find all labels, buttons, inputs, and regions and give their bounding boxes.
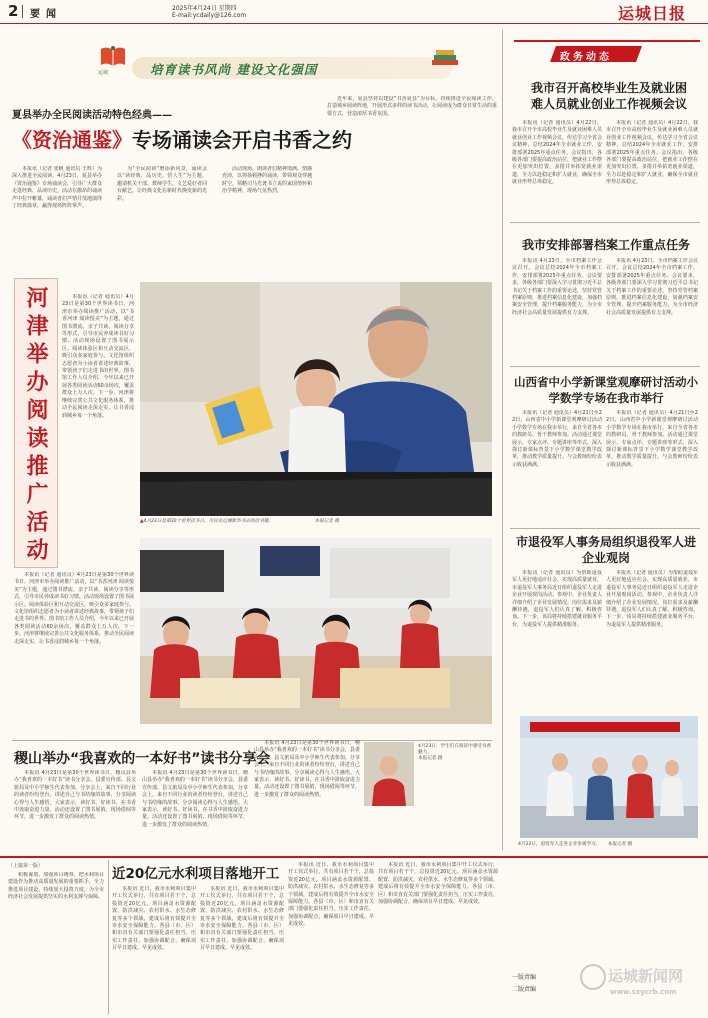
story1-col1: 本报讯（记者 张帆 通讯员 王辉）为深入推进全民阅读，4月23日，夏县举办《资治通鉴》专场诵读会，引导广大群众走进经典、品读历史。活动在激昂的诵读声中拉开帷幕，诵读者们声情并茂地演绎了经典篇章，赢得现场阵阵掌声。	[12, 166, 102, 210]
story2-body-right: 本报讯（记者 通讯员）4月23日是第30个世界读书日，河津市举办阅读推广活动，以“书香河津 阅读悦美”为主题，通过图书漂流、亲子共读、阅读分享等形式，引导市民养成读书好习惯。活动现场设置了图书展示区、阅读体验区和互动交流区，吸引众多家庭参与。文化馆组织志愿者为小读者讲述经典故事，带领孩子们走进书的世界。图书馆工作人员介绍，今年以来已开展各类阅读活动60余场次，覆盖群众上万人次。下一步，河津将继续完善公共文化服务体系，推动全民阅读走深走实，让书香浸润城乡每一个角落。	[62, 294, 134, 419]
bottom-left-head: （上接第一版）	[8, 863, 44, 869]
caption-marker-icon: ▲	[140, 519, 144, 524]
news1-col1: 本报讯（记者 通讯员）4月22日，我市召开全市高校毕业生及就业困难人员就业创业工作视频会议，传达学习全省会议精神，总结2024年全市就业工作，安排部署2025年重点任务。会议指出，各级各部门要提高政治站位，把就业工作摆在更加突出位置，多措并举拓宽就业渠道，全力以赴稳定和扩大就业，确保全市就业形势总体稳定。	[512, 120, 602, 186]
news3-col2: 本报讯（记者 通讯员）4月21日至22日，山西省中小学新课堂观摩研讨活动小学数学专场在我市举行，来自全省各市的教研员、骨干教师参加。活动通过课堂展示、专家点评、专题讲座等形式，深入探讨新课标背景下小学数学课堂教学改革，推动教学质量提升。与会教师纷纷表示收获满满。	[606, 410, 698, 468]
story3-photo	[140, 538, 492, 724]
news2-col2: 本报讯 4月23日，全市档案工作会议召开。会议总结2024年全市档案工作，安排部署2025年重点任务。会议要求，各级各部门要深入学习贯彻习近平总书记关于档案工作的重要论述，坚持党管档案原则，推进档案信息化建设，加强档案安全管理，提升档案服务能力，为全市经济社会高质量发展提供有力支撑。	[606, 258, 698, 316]
bottom-col3: 本报讯 近日，我市水利项目集中开工仪式举行，共有项目若干个，总投资近20亿元。项目涵盖水资源配置、防洪减灾、农村供水、水生态修复等多个领域，建成后将有效提升全市水安全保障能力。各县（市、区）和市直有关部门要强化责任担当，压实工作责任，加强协调配合，确保项目早日建成、早见成效。	[288, 862, 374, 928]
section-header	[514, 40, 700, 66]
news3-col1: 本报讯（记者 通讯员）4月21日至22日，山西省中小学新课堂观摩研讨活动小学数学专场在我市举行，来自全省各市的教研员、骨干教师参加。活动通过课堂展示、专家点评、专题讲座等形式，深入探讨新课标背景下小学数学课堂教学改革，推动教学质量提升。与会教师纷纷表示收获满满。	[512, 410, 602, 468]
story2-photo	[140, 282, 492, 516]
bottom-col2: 本报讯 近日，我市水利项目集中开工仪式举行，共有项目若干个，总投资近20亿元。项目涵盖水资源配置、防洪减灾、农村供水、水生态修复等多个领域，建成后将有效提升全市水安全保障能力。各县（市、区）和市直有关部门要强化责任担当，压实工作责任，加强协调配合，确保项目早日建成、早见成效。	[200, 886, 284, 952]
news2-col1: 本报讯 4月23日，全市档案工作会议召开。会议总结2024年全市档案工作，安排部署2025年重点任务。会议要求，各级各部门要深入学习贯彻习近平总书记关于档案工作的重要论述，坚持党管档案原则，推进档案信息化建设，加强档案安全管理，提升档案服务能力，为全市经济社会高质量发展提供有力支撑。	[512, 258, 602, 316]
news3-headline: 山西省中小学新课堂观摩研讨活动小学数学专场在我市举行	[514, 375, 698, 405]
banner-slogan: 培育读书风尚 建设文化强国	[150, 62, 318, 77]
news4-photo	[520, 716, 698, 838]
newspaper-name: 运城日报	[618, 4, 687, 23]
issue-date: 2025年4月24日 星期四	[172, 5, 237, 12]
bottom-left-body: 积极谋划、加强项目统筹，把水利项目建设作为推动高质量发展的重要抓手，全力推进项目建设，持续加大投资力度，为全市经济社会发展提供坚实的水利支撑与保障。	[8, 872, 104, 901]
news1-col2: 本报讯（记者 通讯员）4月22日，我市召开全市高校毕业生及就业困难人员就业创业工作视频会议，传达学习全省会议精神，总结2024年全市就业工作，安排部署2025年重点任务。会议指出，各级各部门要提高政治站位，把就业工作摆在更加突出位置，多措并举拓宽就业渠道，全力以赴稳定和扩大就业，确保全市就业形势总体稳定。	[606, 120, 698, 186]
news1-headline: 我市召开高校毕业生及就业困难人员就业创业工作视频会议	[530, 81, 687, 111]
reading-banner	[92, 43, 464, 91]
story1-col3: 活动现场，朗读者们精神饱满、情感充沛，以抑扬顿挫的诵读，带领观众穿越时空，领略司马光著书立说的家国情怀和治学精神，现场气氛热烈。	[222, 166, 312, 195]
story1-col4: 近年来，夏县坚持以建设“书香夏县”为目标，持续推进全民阅读工作，打造城乡阅读阵地，开展形式多样的读书活动，让阅读成为群众日常生活的重要方式，营造浓厚书香氛围。	[327, 96, 497, 117]
story2-headline: 河津举办阅读推广活动	[23, 286, 48, 566]
watermark-url: www.sxycrb.com	[610, 988, 677, 996]
news4-caption: 4月22日，退役军人走进企业参观学习。 本报记者 摄	[518, 842, 633, 847]
watermark-brand: 运城新闻网	[608, 967, 684, 985]
email: E-mail:ycdaily@126.com	[172, 12, 247, 19]
story3-caption: 4月23日，学生们在阅读中感受书香魅力。 本报记者 摄	[418, 744, 492, 761]
story1-col2: 为“全民阅读”增添新风景，诵读会以“读经典、品历史、悟人生”为主题，邀请机关干部、教师学生、文艺爱好者同台献艺，让经典文化在新时代焕发新的光彩。	[117, 166, 207, 202]
bottom-col1: 本报讯 近日，我市水利项目集中开工仪式举行，共有项目若干个，总投资近20亿元。项目涵盖水资源配置、防洪减灾、农村供水、水生态修复等多个领域，建成后将有效提升全市水安全保障能力。各县（市、区）和市直有关部门要强化责任担当，压实工作责任，加强协调配合，确保项目早日建成、早见成效。	[112, 886, 196, 952]
books-icon	[430, 46, 460, 70]
story2-photo-credit: 本报记者 摄	[314, 519, 339, 524]
story3-photo-small	[364, 742, 414, 806]
story1-headline-rest: 专场诵读会开启书香之约	[132, 128, 352, 152]
editor-line-2: 二版责编	[512, 986, 537, 993]
editor-line-1: 一版责编	[512, 974, 537, 981]
news4-headline: 市退役军人事务局组织退役军人进企业观岗	[515, 535, 696, 565]
story1-headline-red: 《资治通鉴》	[12, 128, 132, 152]
story3-col2: 本报讯 4月23日是第30个世界读书日，稷山县举办“我喜欢的一本好书”读书分享会，县委宣传部、县文旅局及中小学师生代表参加。分享会上，来自不同行业的读者纷纷登台，讲述自己与书结缘的故事，分享阅读心得与人生感悟。大家表示，读好书、好读书，在书香中汲取奋进力量。活动还设置了图书展销、现场借阅等环节，进一步激发了群众的阅读热情。	[142, 770, 248, 828]
news4-col2: 本报讯（记者 通讯员）为帮助退役军人更好地适应社会、实现高质量就业，市退役军人事务局近日组织退役军人走进企业开展观岗活动。参观中，企业负责人详细介绍了企业发展情况、岗位需求及薪酬待遇，退役军人们认真了解、积极咨询。下一步，该局将持续搭建就业服务平台，为退役军人提供精准服务。	[606, 570, 698, 628]
story3-col3: 本报讯 4月23日是第30个世界读书日，稷山县举办“我喜欢的一本好书”读书分享会，县委宣传部、县文旅局及中小学师生代表参加。分享会上，来自不同行业的读者纷纷登台，讲述自己与书结缘的故事，分享阅读心得与人生感悟。大家表示，读好书、好读书，在书香中汲取奋进力量。活动还设置了图书展销、现场借阅等环节，进一步激发了群众的阅读热情。	[254, 740, 360, 798]
section-label: 要闻	[30, 9, 62, 20]
section-title: 政务动态	[560, 52, 612, 63]
story3-headline: 稷山举办“我喜欢的一本好书”读书分享会	[14, 751, 271, 767]
banner-logo-text: 运城	[98, 70, 109, 76]
story2-body: 本报讯（记者 通讯员）4月23日是第30个世界读书日，河津市举办阅读推广活动，以“书香河津 阅读悦美”为主题，通过图书漂流、亲子共读、阅读分享等形式，引导市民养成读书好习惯。活动现场设置了图书展示区、阅读体验区和互动交流区，吸引众多家庭参与。文化馆组织志愿者为小读者讲述经典故事，带领孩子们走进书的世界。图书馆工作人员介绍，今年以来已开展各类阅读活动60余场次，覆盖群众上万人次。下一步，河津将继续完善公共文化服务体系，推动全民阅读走深走实，让书香浸润城乡每一个角落。	[14, 572, 134, 645]
news2-headline: 我市安排部署档案工作重点任务	[521, 238, 690, 252]
watermark-logo-icon	[580, 964, 606, 990]
masthead	[0, 0, 708, 24]
page-number: 2	[8, 2, 19, 20]
bottom-col4: 本报讯 近日，我市水利项目集中开工仪式举行，共有项目若干个，总投资近20亿元。项目涵盖水资源配置、防洪减灾、农村供水、水生态修复等多个领域，建成后将有效提升全市水安全保障能力。各县（市、区）和市直有关部门要强化责任担当，压实工作责任，加强协调配合，确保项目早日建成、早见成效。	[378, 862, 498, 906]
story3-col1: 本报讯 4月23日是第30个世界读书日，稷山县举办“我喜欢的一本好书”读书分享会，县委宣传部、县文旅局及中小学师生代表参加。分享会上，来自不同行业的读者纷纷登台，讲述自己与书结缘的故事，分享阅读心得与人生感悟。大家表示，读好书、好读书，在书香中汲取奋进力量。活动还设置了图书展销、现场借阅等环节，进一步激发了群众的阅读热情。	[14, 770, 136, 821]
story2-caption: ▲4月23日是第30个世界读书日，市民在运城新华书店阅读书籍。 本报记者 摄	[140, 519, 339, 524]
news4-col1: 本报讯（记者 通讯员）为帮助退役军人更好地适应社会、实现高质量就业，市退役军人事务局近日组织退役军人走进企业开展观岗活动。参观中，企业负责人详细介绍了企业发展情况、岗位需求及薪酬待遇，退役军人们认真了解、积极咨询。下一步，该局将持续搭建就业服务平台，为退役军人提供精准服务。	[512, 570, 602, 628]
bottom-headline: 近20亿元水利项目落地开工	[112, 866, 280, 882]
story1-kicker: 夏县举办全民阅读活动特色经典——	[12, 110, 172, 121]
book-logo-icon	[100, 45, 126, 67]
site-watermark	[580, 962, 704, 1012]
